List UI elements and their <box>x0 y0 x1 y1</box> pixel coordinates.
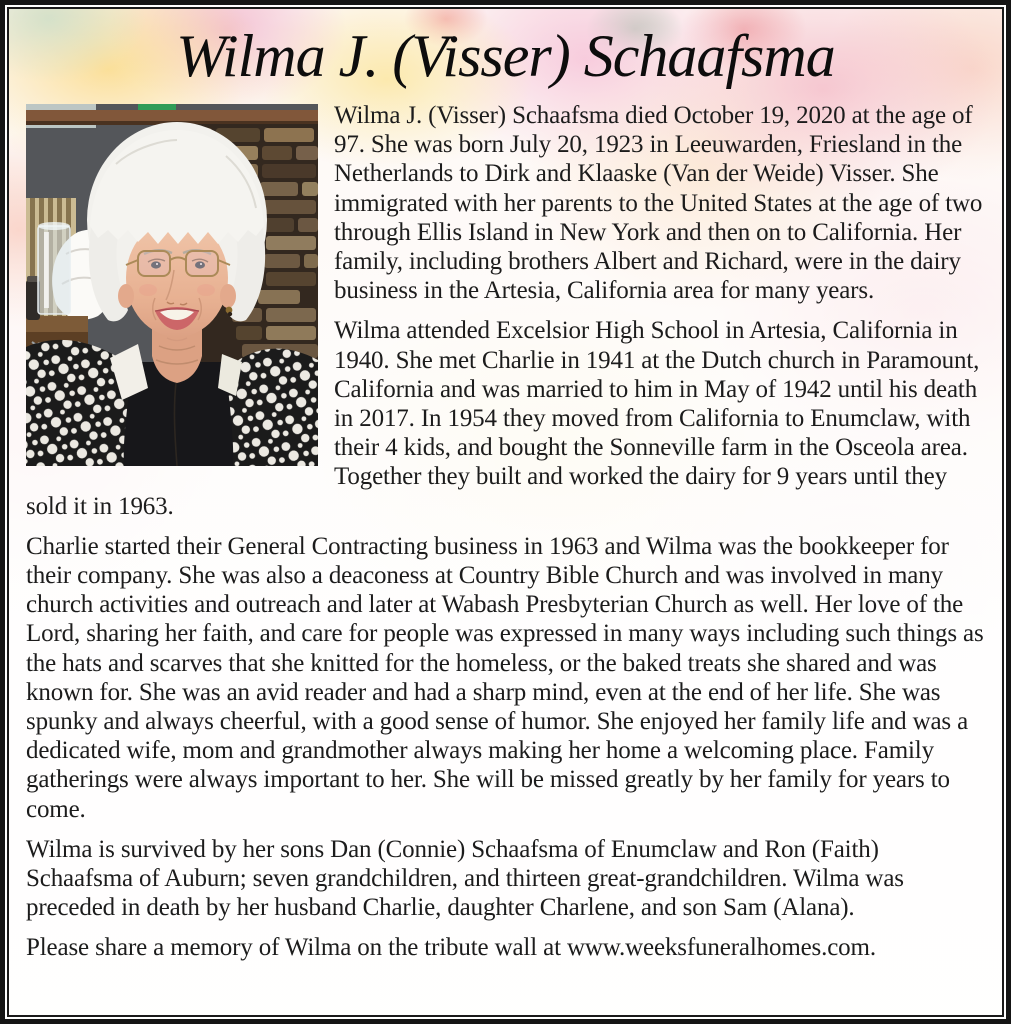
obituary-paragraph-2: Wilma attended Excelsior High School in Artesia, California in 1940. She met Charlie in 1941 at the Dutch church in Paramount, California and was married to him in May of 1942 until his death in 2017. In 1954 they moved from California to Enumclaw, with their 4 kids, and bought the Sonneville farm in the Osceola area. Together they built and worked the dairy for 9 years until they sold it in 1963. <box>26 317 980 520</box>
portrait-photo <box>26 104 318 466</box>
page-title: Wilma J. (Visser) Schaafsma <box>176 23 835 89</box>
obituary-tribute-line: Please share a memory of Wilma on the tribute wall at www.weeksfuneralhomes.com. <box>26 934 876 962</box>
obituary-paragraph-1: Wilma J. (Visser) Schaafsma died October 19, 2020 at the age of 97. She was born July 20, 1923 in Leeuwarden, Friesland in the Netherlands to Dirk and Klaaske (Van der Weide) Visser. She immigrated with her parents to the United States at the age of two through Ellis Island in New York and then on to California. Her family, including brothers Albert and Richard, were in the dairy business in the Artesia, California area for many years. <box>334 102 983 305</box>
floral-background <box>7 7 1004 1017</box>
obituary-text <box>9 101 1002 963</box>
obituary-paragraph-3: Charlie started their General Contracting business in 1963 and Wilma was the bookkeeper for their company. She was also a deaconess at Country Bible Church and was involved in many church activities and outreach and later at Wabash Presbyterian Church as well. Her love of the Lord, sharing her faith, and care for people was expressed in many ways including such things as the hats and scarves that she knitted for the homeless, or the baked treats she shared and was known for. She was an avid reader and had a sharp mind, even at the end of her life. She was spunky and always cheerful, with a good sense of humor. She enjoyed her family life and was a dedicated wife, mom and grandmother always making her home a welcoming place. Family gatherings were always important to her. She will be missed greatly by her family for years to come. <box>26 532 984 823</box>
obituary-paragraph-4: Wilma is survived by her sons Dan (Connie) Schaafsma of Enumclaw and Ron (Faith) Schaafsma of Auburn; seven grandchildren, and thirteen great-grandchildren. Wilma was preceded in death by her husband Charlie, daughter Charlene, and son Sam (Alana). <box>26 835 904 922</box>
